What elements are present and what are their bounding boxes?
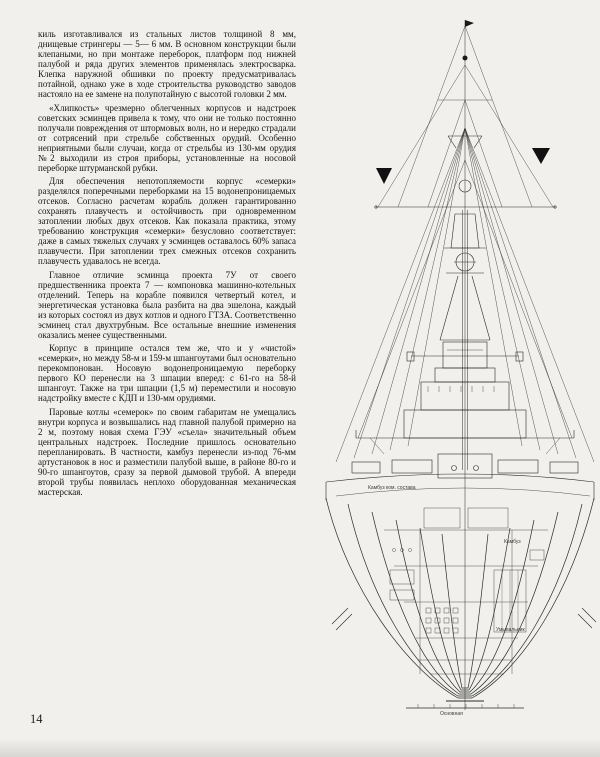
ship-drawing <box>298 10 598 725</box>
paragraph: Корпус в принципе остался тем же, что и у «чистой» «семерки», но между 58-м и 159-м шпангоутами был основательно перекомпонован. Носовую водонепроницаемую переборку первого КО перенесли на 3 шпации вперед: с 61-го на 58-й шпангоут. Также на три шпации (1,5 м) переместили и носовую надстройку вместе с КДП и 130-мм орудиями. <box>38 343 296 403</box>
article-text <box>38 29 296 500</box>
figure-label: Камбуз ком. состава <box>368 485 416 491</box>
paragraph: Главное отличие эсминца проекта 7У от своего предшественника проекта 7 — компоновка машинно-котельных отделений. Теперь на корабле появился четвертый котел, и энергетическая установка была разбита на два эшелона, каждый из которых состоял из двух котлов и одного ГТЗА. Соответственно эсминец стал двухтрубным. Все остальные внешние изменения оказались менее существенными. <box>38 269 296 340</box>
paragraph: Для обеспечения непотопляемости корпус «семерки» разделялся поперечными переборками на 15 водонепроницаемых отсеков. Согласно расчетам корабль должен гарантированно сохранять плавучесть и остойчивость при одновременном затоплении любых двух отсеков. Как показала практика, этому требованию конструкция «семерки» безусловно соответствует: даже в самых тяжелых случаях у эсминцев оставалось 60% запаса плавучести. При затоплении трех смежных отсеков сохранить плавучесть удавалось не всегда. <box>38 176 296 266</box>
figure-label: Камбуз <box>504 539 521 545</box>
paragraph: Паровые котлы «семерок» по своим габаритам не умещались внутри корпуса и возвышались над главной палубой примерно на 2 м, поэтому новая схема ГЭУ «съела» значительный объем центральных надстроек. Последние пришлось основательно перепланировать. В частности, камбуз перенесли из-под 76-мм артустановок в нос и разместили палубой выше, в районе 80-го и 90-го шпангоутов, сразу за первой дымовой трубой. А впереди второй трубы появилась неплохо оборудованная механическая мастерская. <box>38 406 296 497</box>
paragraph: киль изготавливался из стальных листов толщиной 8 мм, днищевые стрингеры — 5— 6 мм. В основном конструкции были клепаными, но при монтаже переборок, платформ под нижней палубой и ряда других элементов применялась электросварка. Клепка наружной обшивки по проекту предусматривалась потайной, однако уже в ходе строительства руководство заводов настояло на ее замене на полупотайную с высотой головки 2 мм. <box>38 29 296 99</box>
figure-label: Умывальник <box>496 627 525 633</box>
page-edge-shadow <box>0 739 600 757</box>
paragraph: «Хлипкость» чрезмерно облегченных корпусов и надстроек советских эсминцев привела к тому, что они не только постоянно получали повреждения от штормовых волн, но и нередко страдали от сотрясений при стрельбе собственных орудий. Особенно неприятными были случаи, когда от стрельбы из 130-мм орудия №2 выходили из строя приборы, установленные на носовой переборке штурманской рубки. <box>38 102 296 173</box>
page-number: 14 <box>30 712 43 726</box>
ship-bow-view-svg <box>298 10 598 725</box>
figure-label: Основная <box>440 711 463 717</box>
